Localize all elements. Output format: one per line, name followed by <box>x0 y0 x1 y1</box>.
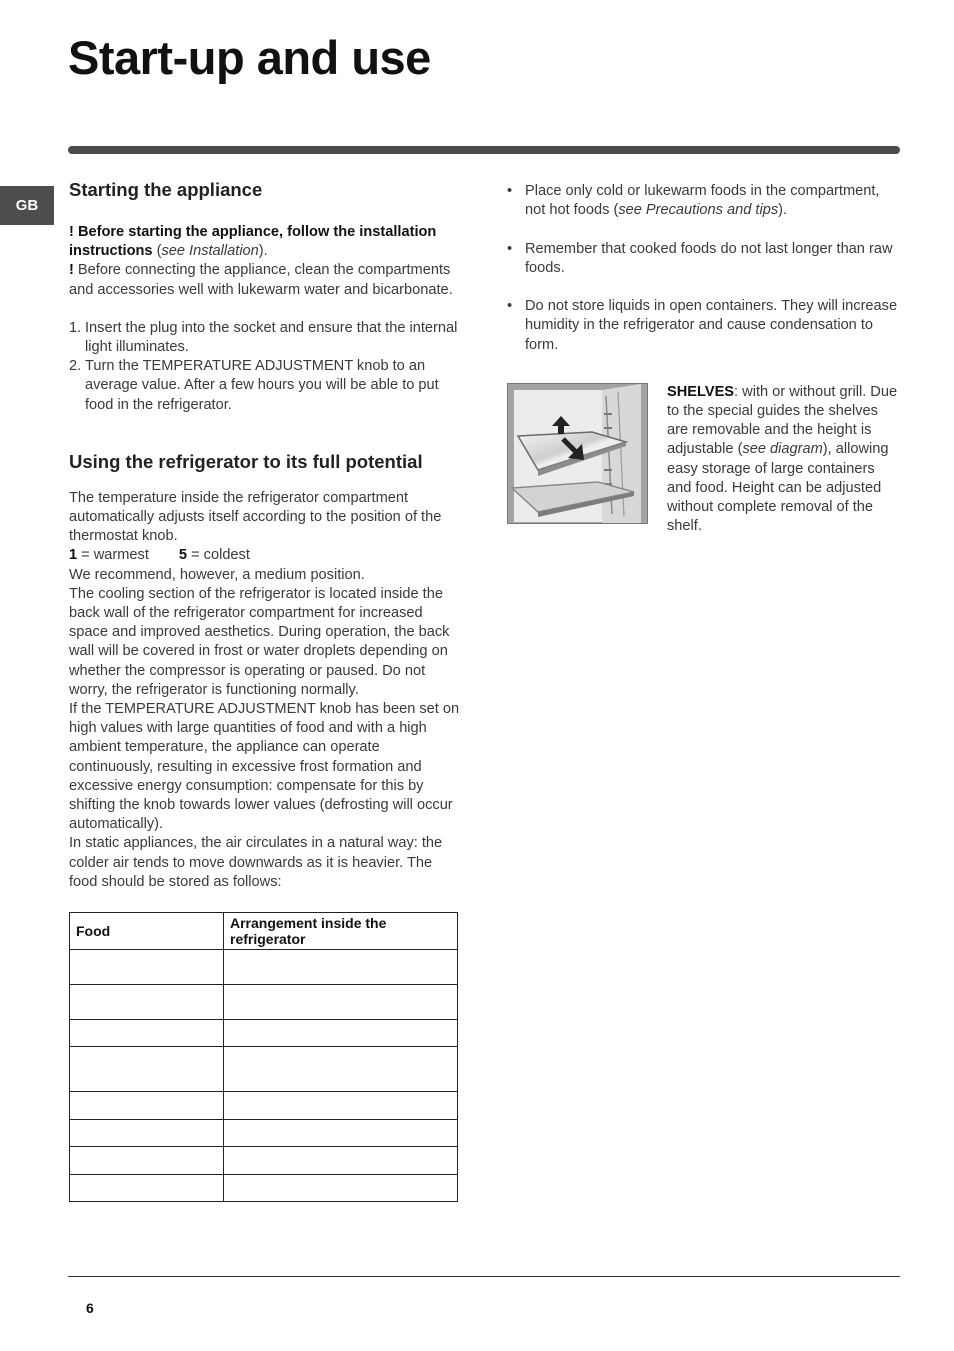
list-item: • Remember that cooked foods do not last longer than raw foods. <box>507 240 893 276</box>
table-row <box>70 1120 458 1147</box>
starting-heading: Starting the appliance <box>69 179 263 200</box>
list-item: 2. Turn the TEMPERATURE ADJUSTMENT knob to an average value. After a few hours you will be able to put food in the refrigerator. <box>69 358 439 413</box>
page-number: 6 <box>86 1300 94 1316</box>
warning-mark: ! <box>69 262 74 279</box>
thermostat-paragraph: The temperature inside the refrigerator compartment automatically adjusts itself according to the position of the thermostat knob. <box>69 489 442 545</box>
shelves-section <box>507 383 899 537</box>
language-tab: GB <box>0 186 54 225</box>
temperature-scale: 1 = warmest 5 = coldest <box>69 547 250 564</box>
table-row <box>70 1020 458 1047</box>
knob-paragraph: If the TEMPERATURE ADJUSTMENT knob has been set on high values with large quantities of food and with a high ambient temperature, the appliance can operate continuously, resulting in excessive frost formation and excessive energy consumption: compensate for this by shifting the knob towards lower values (defrosting will occur automatically). <box>69 701 460 833</box>
arrangement-column-header: Arrangement inside the refrigerator <box>224 913 458 950</box>
refrigerator-shelf-illustration <box>508 384 647 523</box>
warning-bold-text: Before starting the appliance, follow the installation instructions <box>69 224 437 260</box>
shelves-label: SHELVES <box>667 383 735 400</box>
warning-mark: ! <box>69 224 74 240</box>
table-row <box>70 1092 458 1120</box>
cooling-paragraph: The cooling section of the refrigerator is located inside the back wall of the refrigerator compartment for increased space and improved aesthetics. During operation, the back wall will be covered in frost or water droplets depending on whether the compressor is operating or paused. Do not worry, the refrigerator is functioning normally. <box>69 585 450 698</box>
warning-installation: ! Before starting the appliance, follow the installation instructions (see Installation). <box>69 224 437 260</box>
warning-cleaning: ! Before connecting the appliance, clean the compartments and accessories well with lukewarm water and bicarbonate. <box>69 262 453 298</box>
installation-ref: see Installation <box>161 243 259 260</box>
list-item: • Place only cold or lukewarm foods in the compartment, not hot foods (see Precautions and tips). <box>507 183 880 219</box>
table-row <box>70 1147 458 1175</box>
list-item: 1. Insert the plug into the socket and ensure that the internal light illuminates. <box>69 319 458 356</box>
table-header-row <box>70 913 458 950</box>
title-rule <box>68 146 900 154</box>
startup-steps <box>69 319 461 415</box>
table-row <box>70 1047 458 1092</box>
right-column <box>507 182 899 536</box>
table-row <box>70 985 458 1020</box>
recommend-paragraph: We recommend, however, a medium position. <box>69 566 365 583</box>
storage-tips <box>507 182 899 355</box>
air-paragraph: In static appliances, the air circulates in a natural way: the colder air tends to move downwards as it is heavier. The food should be stored as follows: <box>69 835 443 890</box>
page-title: Start-up and use <box>68 31 431 84</box>
shelf-diagram <box>507 383 648 524</box>
shelves-description: SHELVES: with or without grill. Due to the special guides the shelves are removable and the height is adjustable (see diagram), allowing easy storage of large containers and food. Height can be adjusted without complete removal of the shelf. <box>667 383 898 535</box>
food-column-header: Food <box>70 913 224 950</box>
left-column <box>69 178 461 1202</box>
food-storage-table <box>69 912 458 1202</box>
footer-rule <box>68 1276 900 1277</box>
table-row <box>70 950 458 985</box>
using-heading: Using the refrigerator to its full potential <box>69 450 423 472</box>
list-item: • Do not store liquids in open containers. They will increase humidity in the refrigerator and cause condensation to form. <box>507 298 898 353</box>
table-row <box>70 1175 458 1202</box>
